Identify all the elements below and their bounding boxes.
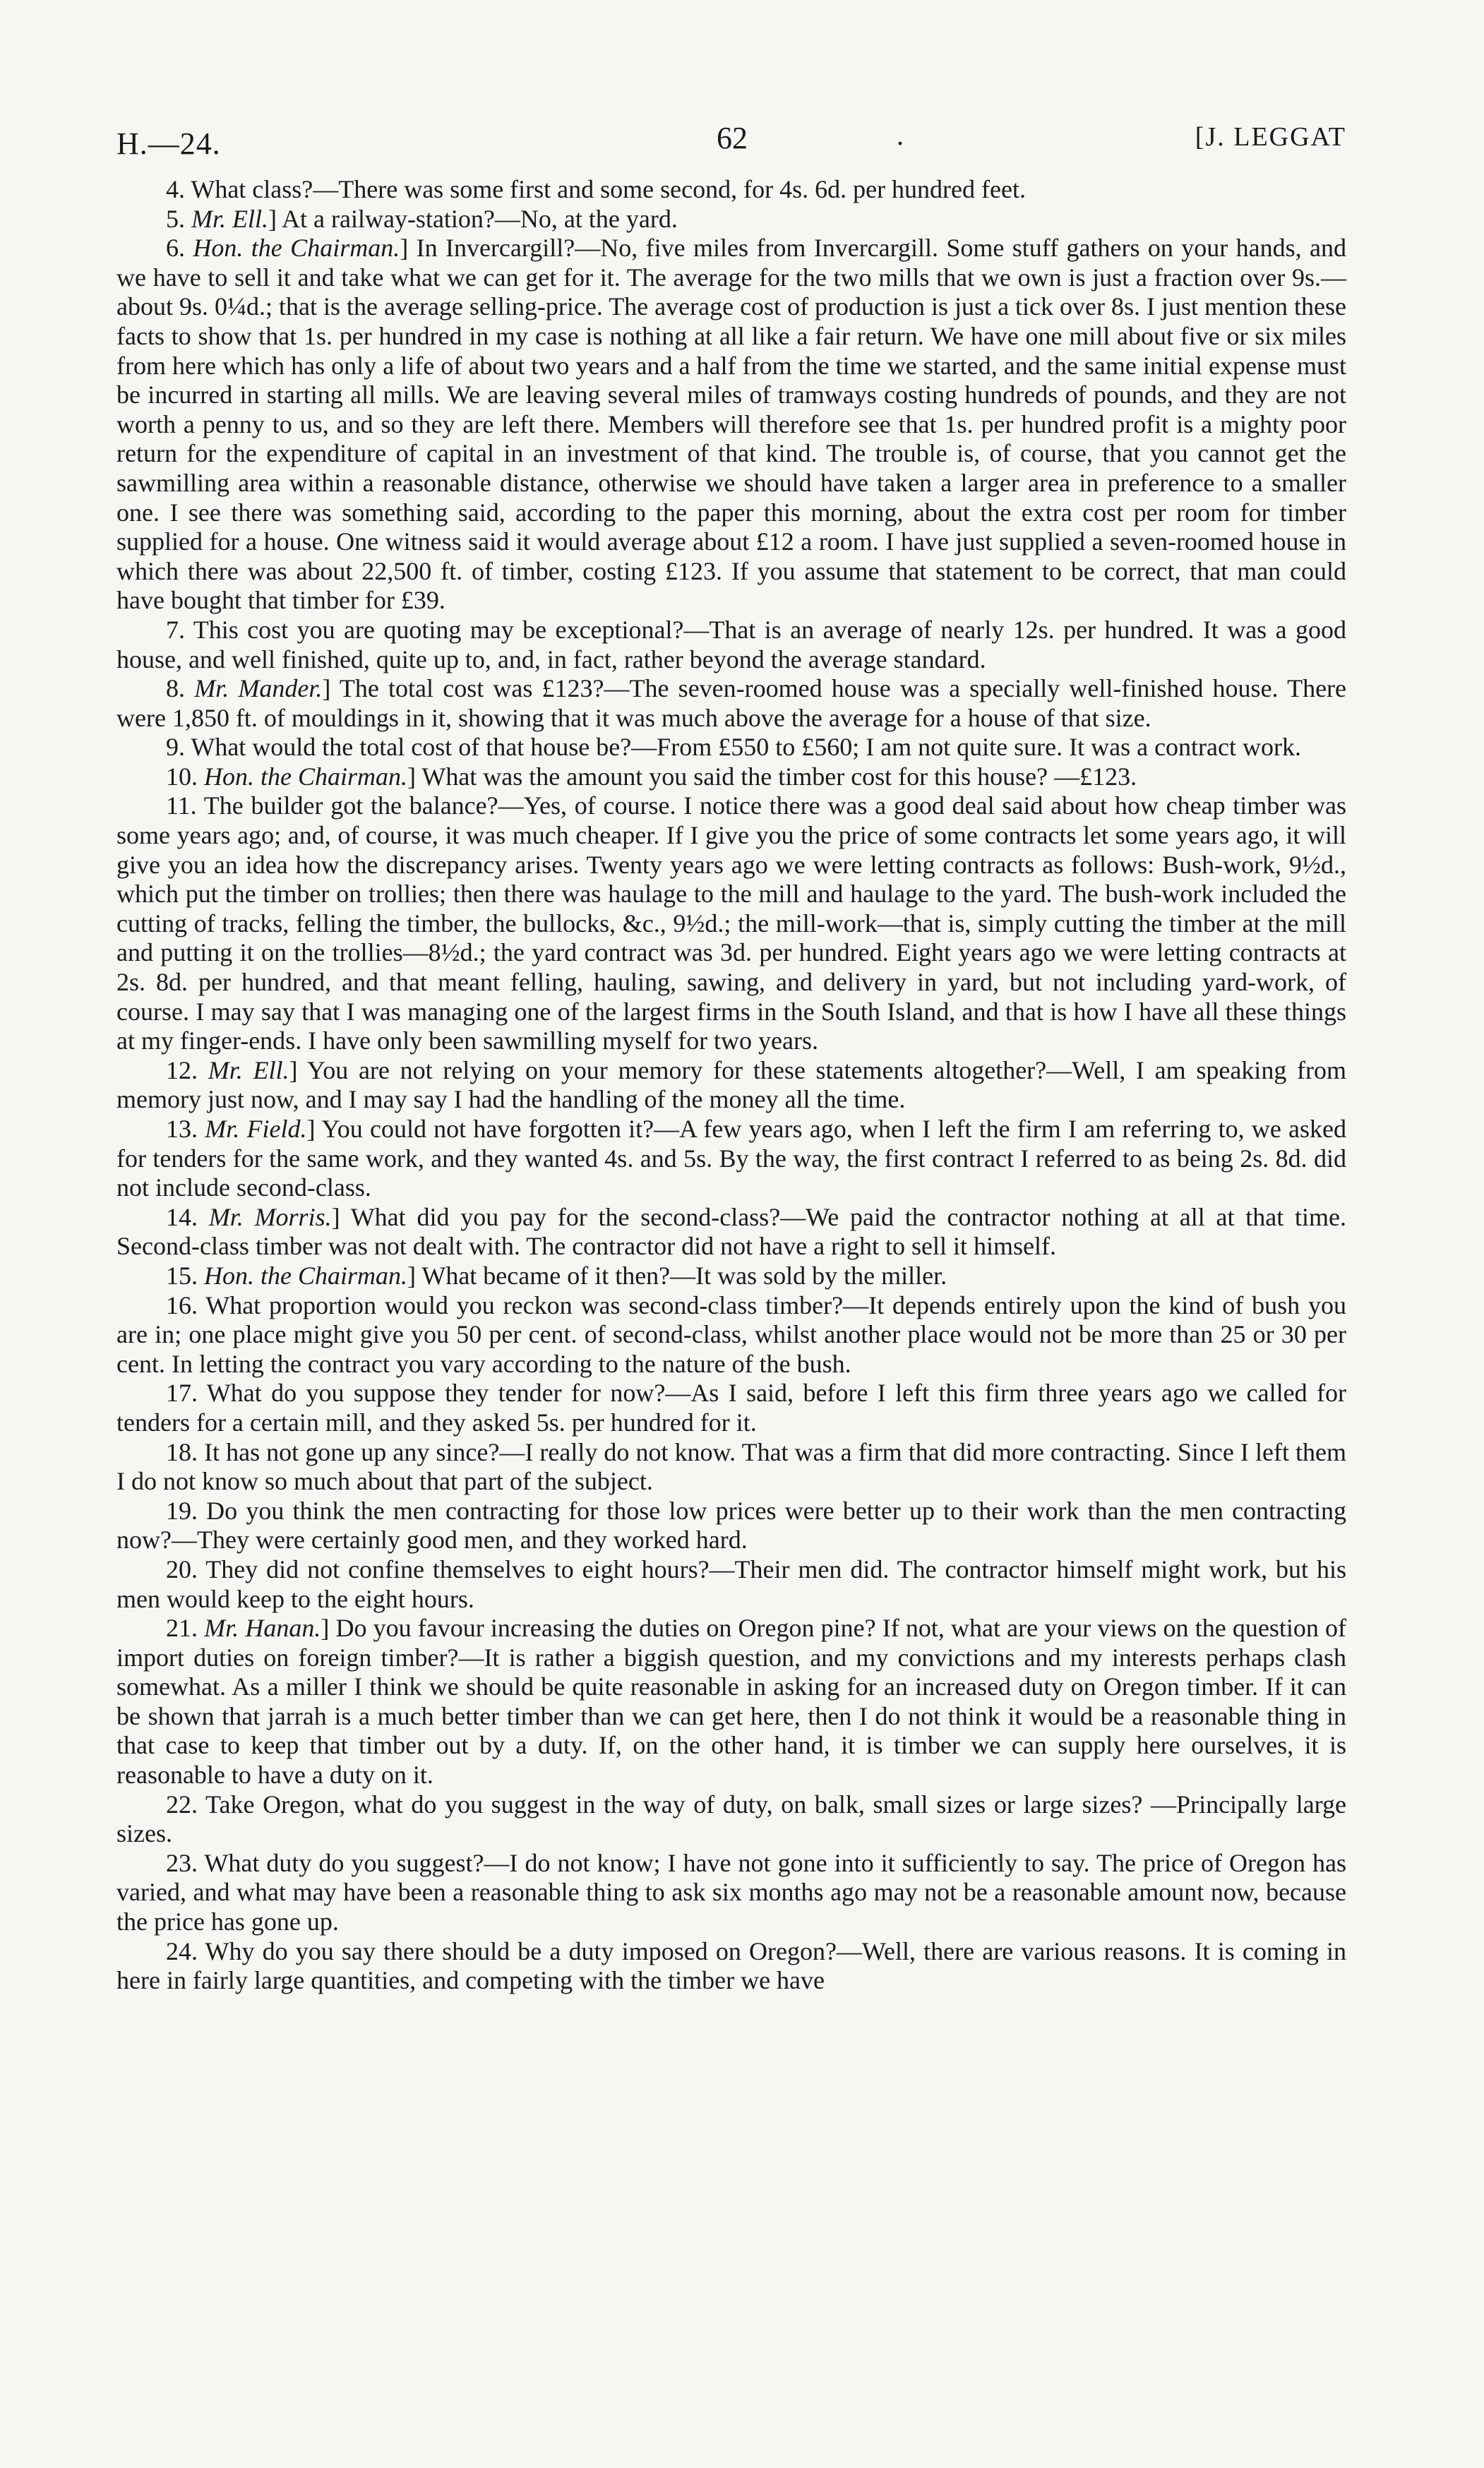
header-dot: . bbox=[897, 119, 904, 151]
paragraph-19: 19. Do you think the men contracting for those low prices were better up to their work than the men contracting now?—They were certainly good men, and they worked hard. bbox=[116, 1496, 1346, 1555]
paragraph-9: 9. What would the total cost of that house be?—From £550 to £560; I am not quite sure. It was a contract work. bbox=[166, 733, 1301, 762]
page-number: 62 bbox=[717, 121, 748, 155]
paragraph-21: 21. Mr. Hanan.] Do you favour increasing the duties on Oregon pine? If not, what are your views on the question of import duties on foreign timber?—It is rather a biggish question, and my convictions and my interests perhaps clash somewhat. As a miller I think we should be quite reasonable in asking for an increased duty on Oregon timber. If it can be shown that jarrah is a much better timber than we can get here, then I do not think it would be a reasonable thing in that case to keep that timber out by a duty. If, on the other hand, it is timber we can supply here ourselves, it is reasonable to have a duty on it. bbox=[116, 1614, 1346, 1790]
paragraph-20: 20. They did not confine themselves to eight hours?—Their men did. The contractor himself might work, but his men would keep to the eight hours. bbox=[116, 1555, 1346, 1613]
paragraph-15: 15. Hon. the Chairman.] What became of it then?—It was sold by the miller. bbox=[166, 1261, 947, 1290]
speaker-name: Hon. the Chairman. bbox=[204, 762, 407, 791]
paragraph-22: 22. Take Oregon, what do you suggest in the way of duty, on balk, small sizes or large sizes? —Principally large sizes. bbox=[116, 1790, 1346, 1848]
speaker-name: Hon. the Chairman. bbox=[204, 1261, 407, 1290]
speaker-name: Hon. the Chairman. bbox=[193, 234, 400, 263]
paragraph-4: 4. What class?—There was some first and some second, for 4s. 6d. per hundred feet. bbox=[166, 175, 1026, 203]
speaker-name: Mr. Ell. bbox=[191, 204, 269, 233]
speaker-name: Mr. Morris. bbox=[208, 1202, 332, 1231]
speaker-name: Mr. Field. bbox=[205, 1115, 307, 1143]
speaker-name: Mr. Ell. bbox=[208, 1055, 289, 1084]
page-header bbox=[116, 113, 1346, 169]
paragraph-5: 5. Mr. Ell.] At a railway-station?—No, at the yard. bbox=[166, 204, 678, 233]
paragraph-18: 18. It has not gone up any since?—I really do not know. That was a firm that did more contracting. Since I left them I do not know so much about that part of the subject. bbox=[116, 1437, 1346, 1496]
paragraph-17: 17. What do you suppose they tender for now?—As I said, before I left this firm three years ago we called for tenders for a certain mill, and they asked 5s. per hundred for it. bbox=[116, 1379, 1346, 1437]
paragraph-6: 6. Hon. the Chairman.] In Invercargill?—No, five miles from Invercargill. Some stuff gathers on your hands, and we have to sell it and take what we can get for it. The average for the two mills that we own is just a fraction over 9s.—about 9s. 0¼d.; that is the average selling-price. The average cost of production is just a tick over 8s. I just mention these facts to show that 1s. per hundred in my case is nothing at all like a fair return. We have one mill about five or six miles from here which has only a life of about two years and a half from the time we started, and the same initial expense must be incurred in starting all mills. We are leaving several miles of tramways costing hundreds of pounds, and they are not worth a penny to us, and so they are left there. Members will therefore see that 1s. per hundred profit is a mighty poor return for the expenditure of capital in an investment of that kind. The trouble is, of course, that you cannot get the sawmilling area within a reasonable distance, otherwise we should have taken a larger area in preference to a smaller one. I see there was something said, according to the paper this morning, about the extra cost per room for timber supplied for a house. One witness said it would average about £12 a room. I have just supplied a seven-roomed house in which there was about 22,500 ft. of timber, costing £123. If you assume that statement to be correct, that man could have bought that timber for £39. bbox=[116, 234, 1347, 615]
paragraph-12: 12. Mr. Ell.] You are not relying on your memory for these statements altogether?—Well, I am speaking from memory just now, and I may say I had the handling of the money all the time. bbox=[116, 1055, 1347, 1114]
document-body bbox=[116, 175, 1346, 1996]
paragraph-14: 14. Mr. Morris.] What did you pay for the second-class?—We paid the contractor nothing at all at that time. Second-class timber was not dealt with. The contractor did not have a right to sell it himself. bbox=[116, 1202, 1347, 1261]
paragraph-16: 16. What proportion would you reckon was second-class timber?—It depends entirely upon the kind of bush you are in; one place might give you 50 per cent. of second-class, whilst another place would not be more than 25 or 30 per cent. In letting the contract you vary according to the nature of the bush. bbox=[116, 1290, 1346, 1378]
paragraph-8: 8. Mr. Mander.] The total cost was £123?—The seven-roomed house was a specially well-finished house. There were 1,850 ft. of mouldings in it, showing that it was much above the average for a house of that size. bbox=[116, 674, 1347, 732]
paragraph-10: 10. Hon. the Chairman.] What was the amount you said the timber cost for this house? —£123. bbox=[166, 762, 1137, 791]
paragraph-24: 24. Why do you say there should be a duty imposed on Oregon?—Well, there are various reasons. It is coming in here in fairly large quantities, and competing with the timber we have bbox=[116, 1936, 1346, 1995]
witness-name: [J. LEGGAT bbox=[1195, 122, 1346, 152]
document-reference: H.—24. bbox=[116, 126, 221, 161]
speaker-name: Mr. Mander. bbox=[194, 674, 323, 703]
speaker-name: Mr. Hanan. bbox=[204, 1614, 321, 1643]
paragraph-11: 11. The builder got the balance?—Yes, of course. I notice there was a good deal said about how cheap timber was some years ago; and, of course, it was much cheaper. If I give you the price of some contracts let some years ago, it will give you an idea how the discrepancy arises. Twenty years ago we were letting contracts as follows: Bush-work, 9½d., which put the timber on trollies; then there was haulage to the mill and haulage to the yard. The bush-work included the cutting of tracks, felling the timber, the bullocks, &c., 9½d.; the mill-work—that is, simply cutting the timber at the mill and putting it on the trollies—8½d.; the yard contract was 3d. per hundred. Eight years ago we were letting contracts at 2s. 8d. per hundred, and that meant felling, hauling, sawing, and delivery in yard, but not including yard-work, of course. I may say that I was managing one of the largest firms in the South Island, and that is how I have all these things at my finger-ends. I have only been sawmilling myself for two years. bbox=[116, 791, 1346, 1055]
paragraph-13: 13. Mr. Field.] You could not have forgotten it?—A few years ago, when I left the firm I am referring to, we asked for tenders for the same work, and they wanted 4s. and 5s. By the way, the first contract I referred to as being 2s. 8d. did not include second-class. bbox=[116, 1115, 1346, 1202]
paragraph-7: 7. This cost you are quoting may be exceptional?—That is an average of nearly 12s. per hundred. It was a good house, and well finished, quite up to, and, in fact, rather beyond the average standard. bbox=[116, 615, 1346, 673]
paragraph-23: 23. What duty do you suggest?—I do not know; I have not gone into it sufficiently to say. The price of Oregon has varied, and what may have been a reasonable thing to ask six months ago may not be a reasonable amount now, because the price has gone up. bbox=[116, 1848, 1346, 1936]
